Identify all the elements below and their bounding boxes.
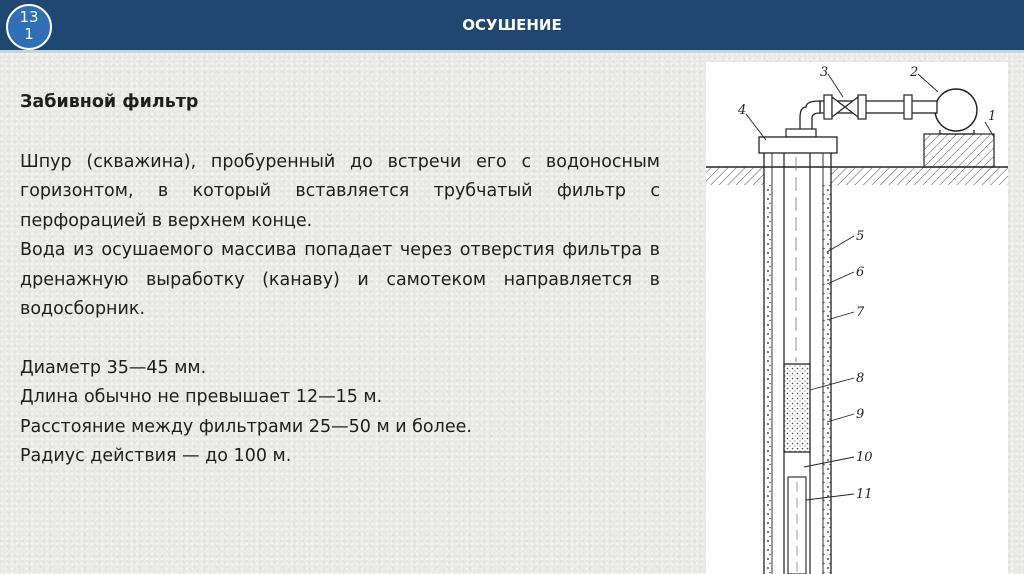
wellpoint-diagram-svg <box>706 62 1008 574</box>
callout-1: 1 <box>988 109 997 124</box>
fact-spacing: Расстояние между фильтрами 25—50 м и более. <box>20 416 472 437</box>
callout-2: 2 <box>910 65 919 80</box>
suction-pipe <box>800 95 937 136</box>
filter-screen <box>784 364 810 452</box>
valve-icon <box>832 97 858 117</box>
paragraph-water-flow: Вода из осушаемого массива попадает через отверстия фильтра в дренажную выработку (канаву) и самотеком направляется в водосборник. <box>20 240 660 319</box>
callout-9: 9 <box>856 407 865 422</box>
callout-4: 4 <box>738 103 747 118</box>
callout-10: 10 <box>856 450 873 465</box>
callout-3: 3 <box>820 65 829 80</box>
callout-11: 11 <box>856 487 873 502</box>
pump-foundation <box>924 134 994 167</box>
slide-number-line2: 1 <box>24 25 34 43</box>
callout-5: 5 <box>856 229 865 244</box>
callout-8: 8 <box>856 371 865 386</box>
slide-title: ОСУШЕНИЕ <box>462 16 562 34</box>
fact-radius: Радиус действия — до 100 м. <box>20 446 292 466</box>
ground-surface <box>706 167 1008 185</box>
spacer <box>20 325 660 354</box>
fact-length: Длина обычно не превышает 12—15 м. <box>20 387 383 407</box>
slide-body <box>20 88 660 472</box>
pump-icon <box>935 89 977 134</box>
wellpoint-diagram <box>706 62 1008 574</box>
callout-7: 7 <box>856 305 865 320</box>
callout-6: 6 <box>856 265 865 280</box>
paragraph-description: Шпур (скважина), пробуренный до встречи его с водоносным горизонтом, в который вставляется трубчатый фильтр с перфорацией в верхнем конце. <box>20 151 660 231</box>
section-subtitle: Забивной фильтр <box>20 92 199 112</box>
slide-number: 13 <box>19 8 39 26</box>
lower-pipe <box>784 452 810 574</box>
slide-header <box>0 0 1024 53</box>
wellpoint-head <box>759 129 837 153</box>
fact-diameter: Диаметр 35—45 мм. <box>20 357 207 378</box>
riser-pipe <box>784 153 810 364</box>
